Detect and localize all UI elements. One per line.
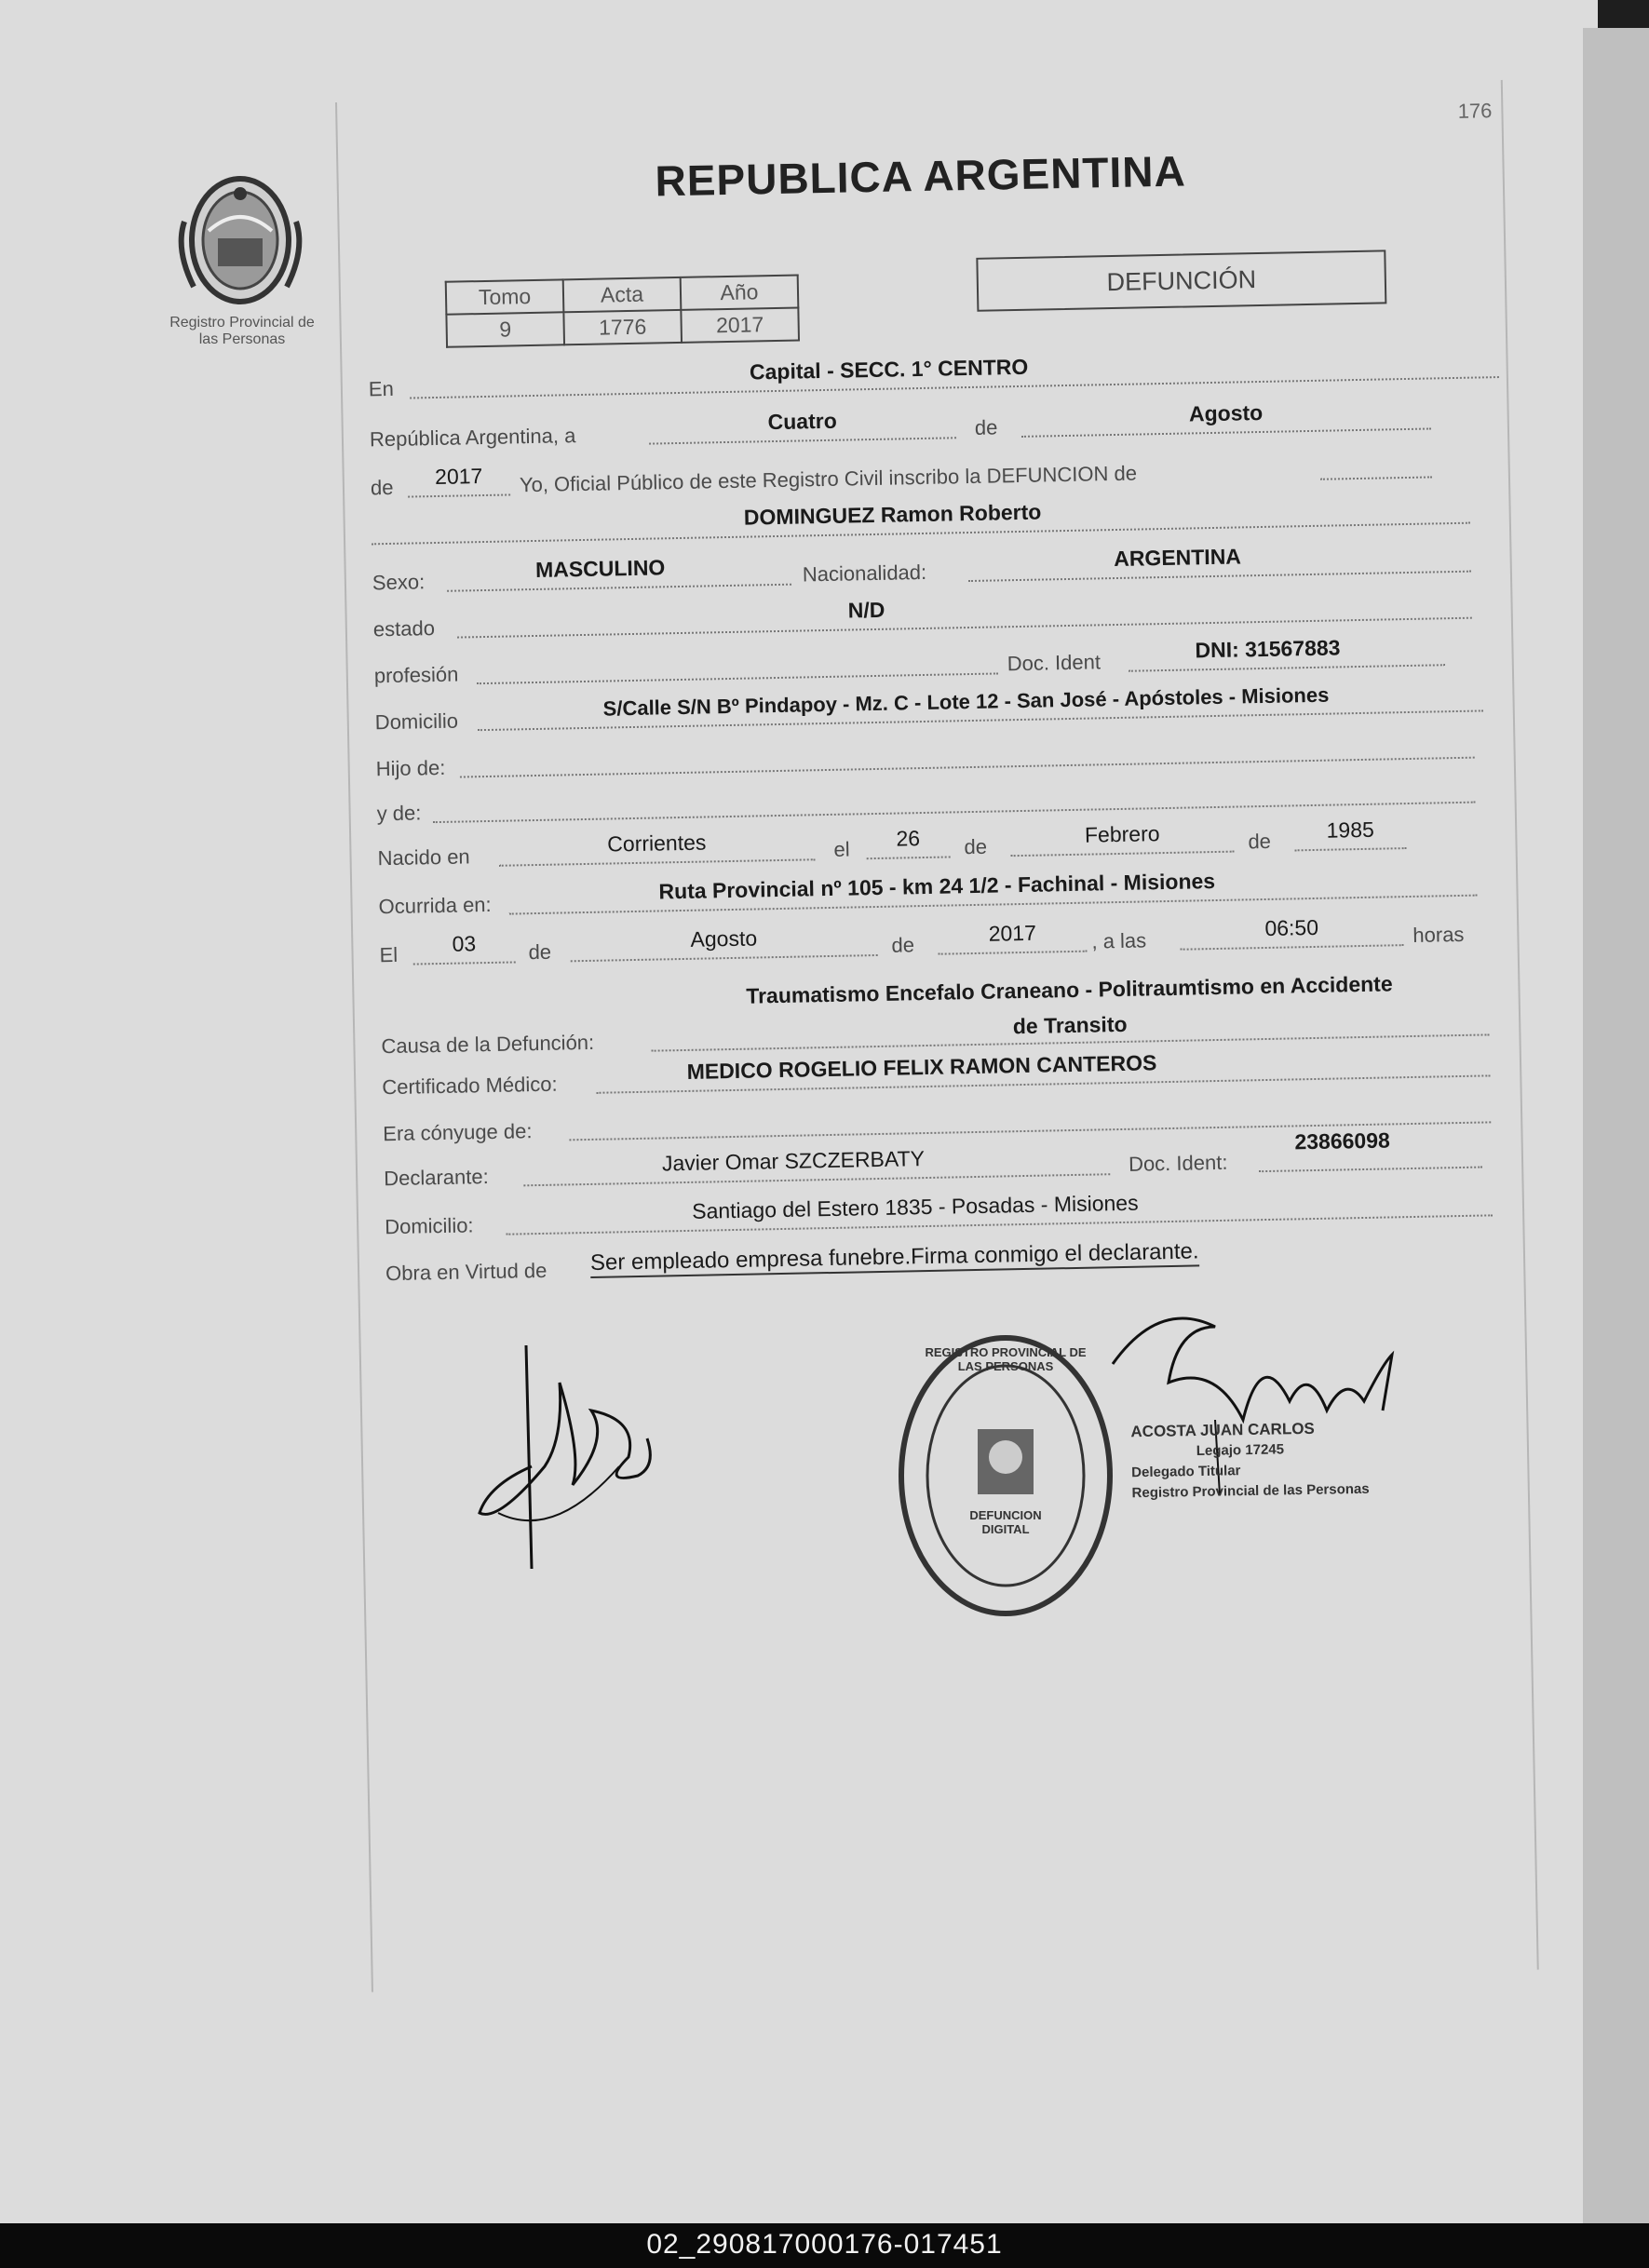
row-obra: Obra en Virtud de Ser empleado empresa funebre.Firma conmigo el declarante. bbox=[385, 1238, 1199, 1286]
field-sexo: MASCULINO bbox=[534, 555, 666, 582]
field-en: Capital - SECC. 1° CENTRO bbox=[749, 354, 1029, 385]
declarant-signature bbox=[470, 1327, 656, 1587]
field-certificado: MEDICO ROGELIO FELIX RAMON CANTEROS bbox=[686, 1050, 1157, 1084]
acta-table bbox=[445, 274, 800, 347]
field-def-mes: Agosto bbox=[690, 925, 758, 952]
row-fecha-defuncion: El 03 de Agosto de 2017 , a las 06:50 horas bbox=[379, 909, 1518, 967]
officer-stamp-text: ACOSTA JUAN CARLOS Legajo 17245 Delegado Titular Registro Provincial de las Personas bbox=[1130, 1419, 1370, 1502]
field-causa-1: Traumatismo Encefalo Craneano - Politraumtismo en Accidente bbox=[746, 971, 1393, 1008]
field-nacionalidad: ARGENTINA bbox=[1113, 544, 1242, 572]
acta-value-row bbox=[446, 307, 799, 346]
acta-header-anio: Año bbox=[681, 275, 799, 309]
acta-value-tomo: 9 bbox=[446, 312, 564, 346]
filename: 02_290817000176-017451 bbox=[646, 2229, 1003, 2260]
field-anio: 2017 bbox=[434, 464, 483, 490]
row-domicilio: Domicilio S/Calle S/N Bº Pindapoy - Mz. C - Lote 12 - San José - Apóstoles - Misiones bbox=[374, 676, 1513, 735]
field-hora: 06:50 bbox=[1264, 914, 1319, 940]
page-number: 176 bbox=[1457, 99, 1493, 123]
row-ocurrida: Ocurrida en: Ruta Provincial nº 105 - km 24 1/2 - Fachinal - Misiones bbox=[378, 860, 1517, 919]
field-ocurrida: Ruta Provincial nº 105 - km 24 1/2 - Fachinal - Misiones bbox=[658, 869, 1216, 904]
row-nacido: Nacido en Corrientes el 26 de Febrero de 1985 bbox=[377, 812, 1516, 871]
field-domicilio-declarante: Santiago del Estero 1835 - Posadas - Misiones bbox=[691, 1190, 1139, 1223]
logo-caption: Registro Provincial de las Personas bbox=[169, 315, 315, 347]
field-nac-anio: 1985 bbox=[1326, 817, 1375, 843]
provincial-seal-logo bbox=[171, 166, 309, 315]
acta-header-tomo: Tomo bbox=[446, 279, 564, 314]
row-estado: estado N/D bbox=[372, 583, 1511, 641]
field-doc: DNI: 31567883 bbox=[1195, 635, 1341, 663]
row-fecha: República Argentina, a Cuatro de Agosto bbox=[369, 393, 1507, 452]
field-mes: Agosto bbox=[1188, 399, 1264, 426]
field-declarante: Javier Omar SZCZERBATY bbox=[661, 1146, 926, 1176]
field-def-anio: 2017 bbox=[988, 920, 1037, 946]
acta-header-acta: Acta bbox=[563, 277, 682, 312]
field-nacido-en: Corrientes bbox=[607, 830, 707, 857]
row-causa: Causa de la Defunción: Traumatismo Encefalo Craneano - Politraumtismo en Accidente de Transito bbox=[380, 972, 1519, 1059]
stamp-ring-text: REGISTRO PROVINCIAL DE LAS PERSONAS bbox=[925, 1345, 1087, 1373]
field-nac-mes: Febrero bbox=[1084, 821, 1160, 847]
field-causa-2: de Transito bbox=[1012, 1011, 1128, 1039]
stamp-center-text: DEFUNCION DIGITAL bbox=[969, 1508, 1042, 1536]
record-type-box: DEFUNCIÓN bbox=[976, 250, 1386, 311]
row-sexo: Sexo: MASCULINO Nacionalidad: ARGENTINA bbox=[372, 536, 1510, 595]
field-domicilio: S/Calle S/N Bº Pindapoy - Mz. C - Lote 12 - San José - Apóstoles - Misiones bbox=[602, 682, 1330, 721]
row-yde: y de: bbox=[376, 767, 1515, 826]
row-conyuge: Era cónyuge de: bbox=[383, 1087, 1521, 1146]
field-nac-dia: 26 bbox=[896, 826, 921, 851]
field-def-dia: 03 bbox=[452, 931, 477, 956]
row-yo: de 2017 Yo, Oficial Público de este Registro Civil inscribo la DEFUNCION de bbox=[370, 441, 1508, 500]
field-doc-declarante: 23866098 bbox=[1294, 1127, 1391, 1154]
row-profesion: profesión Doc. Ident DNI: 31567883 bbox=[373, 629, 1512, 688]
row-declarante: Declarante: Javier Omar SZCZERBATY Doc. Ident: 23866098 bbox=[384, 1132, 1522, 1191]
acta-value-anio: 2017 bbox=[681, 307, 799, 342]
acta-value-acta: 1776 bbox=[563, 310, 682, 344]
row-en: En Capital - SECC. 1° CENTRO bbox=[368, 343, 1507, 401]
row-hijo: Hijo de: bbox=[375, 722, 1514, 781]
page-edge bbox=[1583, 28, 1649, 2223]
field-dia-letras: Cuatro bbox=[767, 408, 837, 435]
field-nombre: DOMINGUEZ Ramon Roberto bbox=[743, 499, 1042, 530]
country-title: REPUBLICA ARGENTINA bbox=[655, 146, 1187, 206]
field-obra: Ser empleado empresa funebre.Firma conmigo el declarante. bbox=[590, 1238, 1199, 1278]
row-certificado: Certificado Médico: MEDICO ROGELIO FELIX RAMON CANTEROS bbox=[382, 1041, 1521, 1100]
field-estado: N/D bbox=[847, 597, 885, 623]
certificate-page bbox=[335, 80, 1539, 1992]
row-domicilio-declarante: Domicilio: Santiago del Estero 1835 - Posadas - Misiones bbox=[385, 1181, 1523, 1239]
